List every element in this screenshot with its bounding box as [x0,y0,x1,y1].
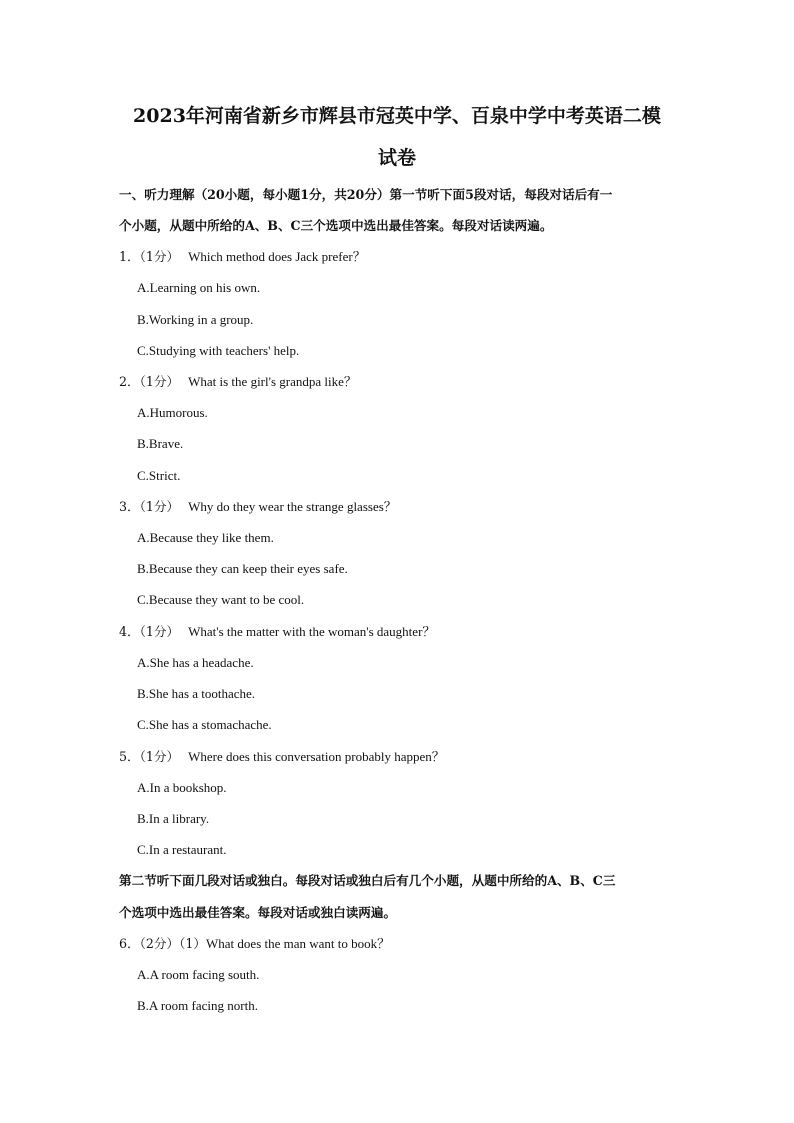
section-1-instructions-line-2: 个小题，从题中所给的A、B、C三个选项中选出最佳答案。每段对话读两遍。 [119,218,553,233]
question-1-option-a: A.Learning on his own. [137,280,261,295]
question-5-option-c: C.In a restaurant. [137,842,227,857]
question-2 [119,372,357,392]
question-2-option-a: A.Humorous. [137,405,208,420]
question-6 [119,934,390,954]
question-5-text: Where does this conversation probably happen？ [188,749,445,764]
section-2-instructions-line-1: 第二节听下面几段对话或独白。每段对话或独白后有几个小题，从题中所给的A、B、C三 [119,873,616,888]
question-5-number: 5．（1分） [119,749,180,764]
question-3-option-b: B.Because they can keep their eyes safe. [137,561,348,576]
question-5-option-b: B.In a library. [137,811,210,826]
question-2-text: What is the girl's grandpa like？ [188,374,357,389]
question-1-text: Which method does Jack prefer？ [188,249,366,264]
question-2-option-b: B.Brave. [137,436,184,451]
question-5-option-a: A.In a bookshop. [137,780,227,795]
question-6-option-b: B.A room facing north. [137,998,258,1013]
question-4-text: What's the matter with the woman's daughter？ [188,624,436,639]
question-2-number: 2．（1分） [119,374,180,389]
question-6-text: What does the man want to book？ [206,936,391,951]
question-4-option-a: A.She has a headache. [137,655,254,670]
question-3-number: 3．（1分） [119,499,180,514]
question-6-number: 6．（2分）（1） [119,936,207,951]
question-4-option-b: B.She has a toothache. [137,686,256,701]
question-4-option-c: C.She has a stomachache. [137,717,272,732]
question-3 [119,497,397,517]
question-3-option-c: C.Because they want to be cool. [137,592,305,607]
question-1-option-b: B.Working in a group. [137,312,254,327]
question-1 [119,247,366,267]
exam-title-line-2: 试卷 [377,147,416,169]
question-1-number: 1．（1分） [119,249,180,264]
question-3-text: Why do they wear the strange glasses？ [188,499,397,514]
section-2-instructions-line-2: 个选项中选出最佳答案。每段对话或独白读两遍。 [119,905,397,920]
question-5 [119,747,445,767]
question-6-option-a: A.A room facing south. [137,967,260,982]
section-1-instructions-line-1: 一、听力理解（20小题，每小题1分，共20分）第一节听下面5段对话，每段对话后有一 [119,187,613,202]
question-2-option-c: C.Strict. [137,468,181,483]
question-4-number: 4．（1分） [119,624,180,639]
question-1-option-c: C.Studying with teachers' help. [137,343,300,358]
question-4 [119,622,435,642]
question-3-option-a: A.Because they like them. [137,530,274,545]
exam-title-line-1: 2023年河南省新乡市辉县市冠英中学、百泉中学中考英语二模 [133,105,661,127]
